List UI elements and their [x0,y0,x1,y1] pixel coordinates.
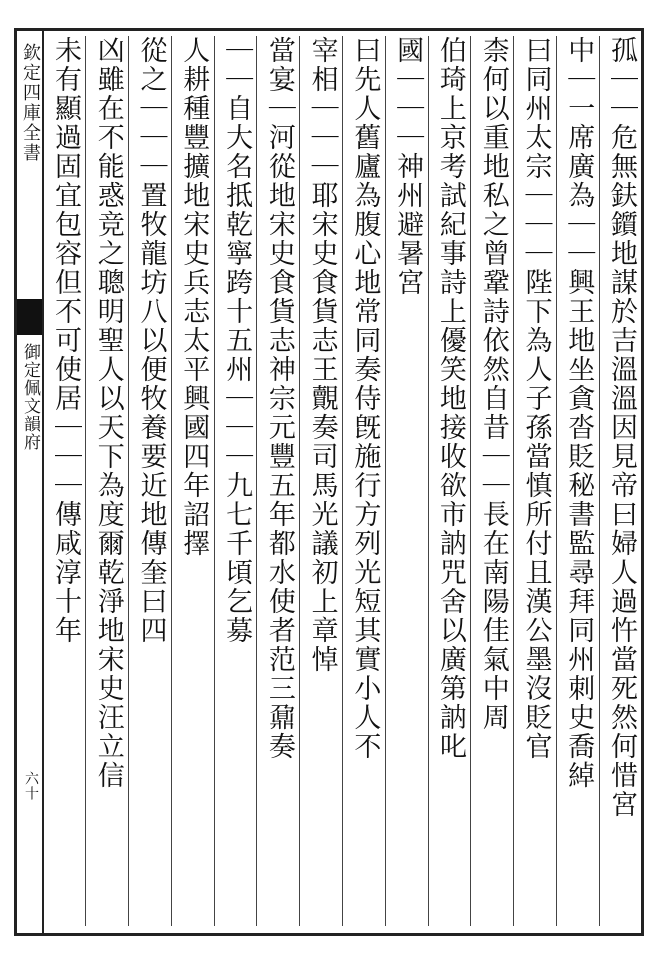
text-column: 未有顯過固宜包容但不可使居｜｜｜傳咸淳十年 [50,36,81,645]
page-number: 六十 [23,771,39,801]
text-column: 宰相｜｜｜耶宋史食貨志王覿奏司馬光議初上章悼 [306,36,338,674]
volume-title: 御定佩文韻府 [20,343,40,451]
column-rule [342,36,343,926]
column-rule [513,36,514,926]
column-rule [299,36,300,926]
column-rule [428,36,429,926]
margin-rule [42,31,44,933]
column-rule [470,36,471,926]
text-column: 人耕種豐擴地宋史兵志太平興國四年詔擇 [178,36,210,558]
text-column: 中｜一席廣為｜｜興王地坐貪沓貶秘書監尋拜同州刺史喬綽 [563,36,595,790]
column-rule [171,36,172,926]
text-column: 伯琦上京考試紀事詩上優笑地接收欲市訥咒舍以廣第訥叱 [434,36,466,761]
text-column: 當宴｜河從地宋史食貨志神宗元豐五年都水使者范三鼐奏 [263,36,295,761]
text-column: 曰先人舊廬為腹心地常同奏侍旣施行方列光短其實小人不 [349,36,381,761]
text-column: 國｜｜｜神州避暑宮 [392,36,424,297]
column-rule [385,36,386,926]
text-body [48,36,638,926]
side-margin [17,31,42,933]
column-rule [599,36,600,926]
book-title: 欽定四庫全書 [20,43,41,163]
column-rule [556,36,557,926]
text-column: 凶雖在不能惑竞之聰明聖人以天下為度爾乾淨地宋史汪立信 [92,36,124,790]
fishtail-mark [17,299,42,335]
text-column: ｜｜自大名抵乾寧跨十五州｜｜｜九七千頃乞募 [221,36,253,645]
column-rule [256,36,257,926]
text-column: 從之｜｜｜置牧龍坊八以便牧養要近地傳奎曰四 [135,36,167,645]
column-rule [214,36,215,926]
text-column: 曰同州太宗｜｜｜陛下為人子孫當慎所付且漢公墨沒貶官 [520,36,552,761]
column-rule [128,36,129,926]
text-column: 孤｜｜危無鈇鑕地謀於吉溫溫因見帝曰婦人過忤當死然何惜宮 [606,36,637,819]
column-rule [85,36,86,926]
text-column: 柰何以重地私之曾鞏詩依然自昔｜｜長在南陽佳氣中周 [477,36,509,732]
